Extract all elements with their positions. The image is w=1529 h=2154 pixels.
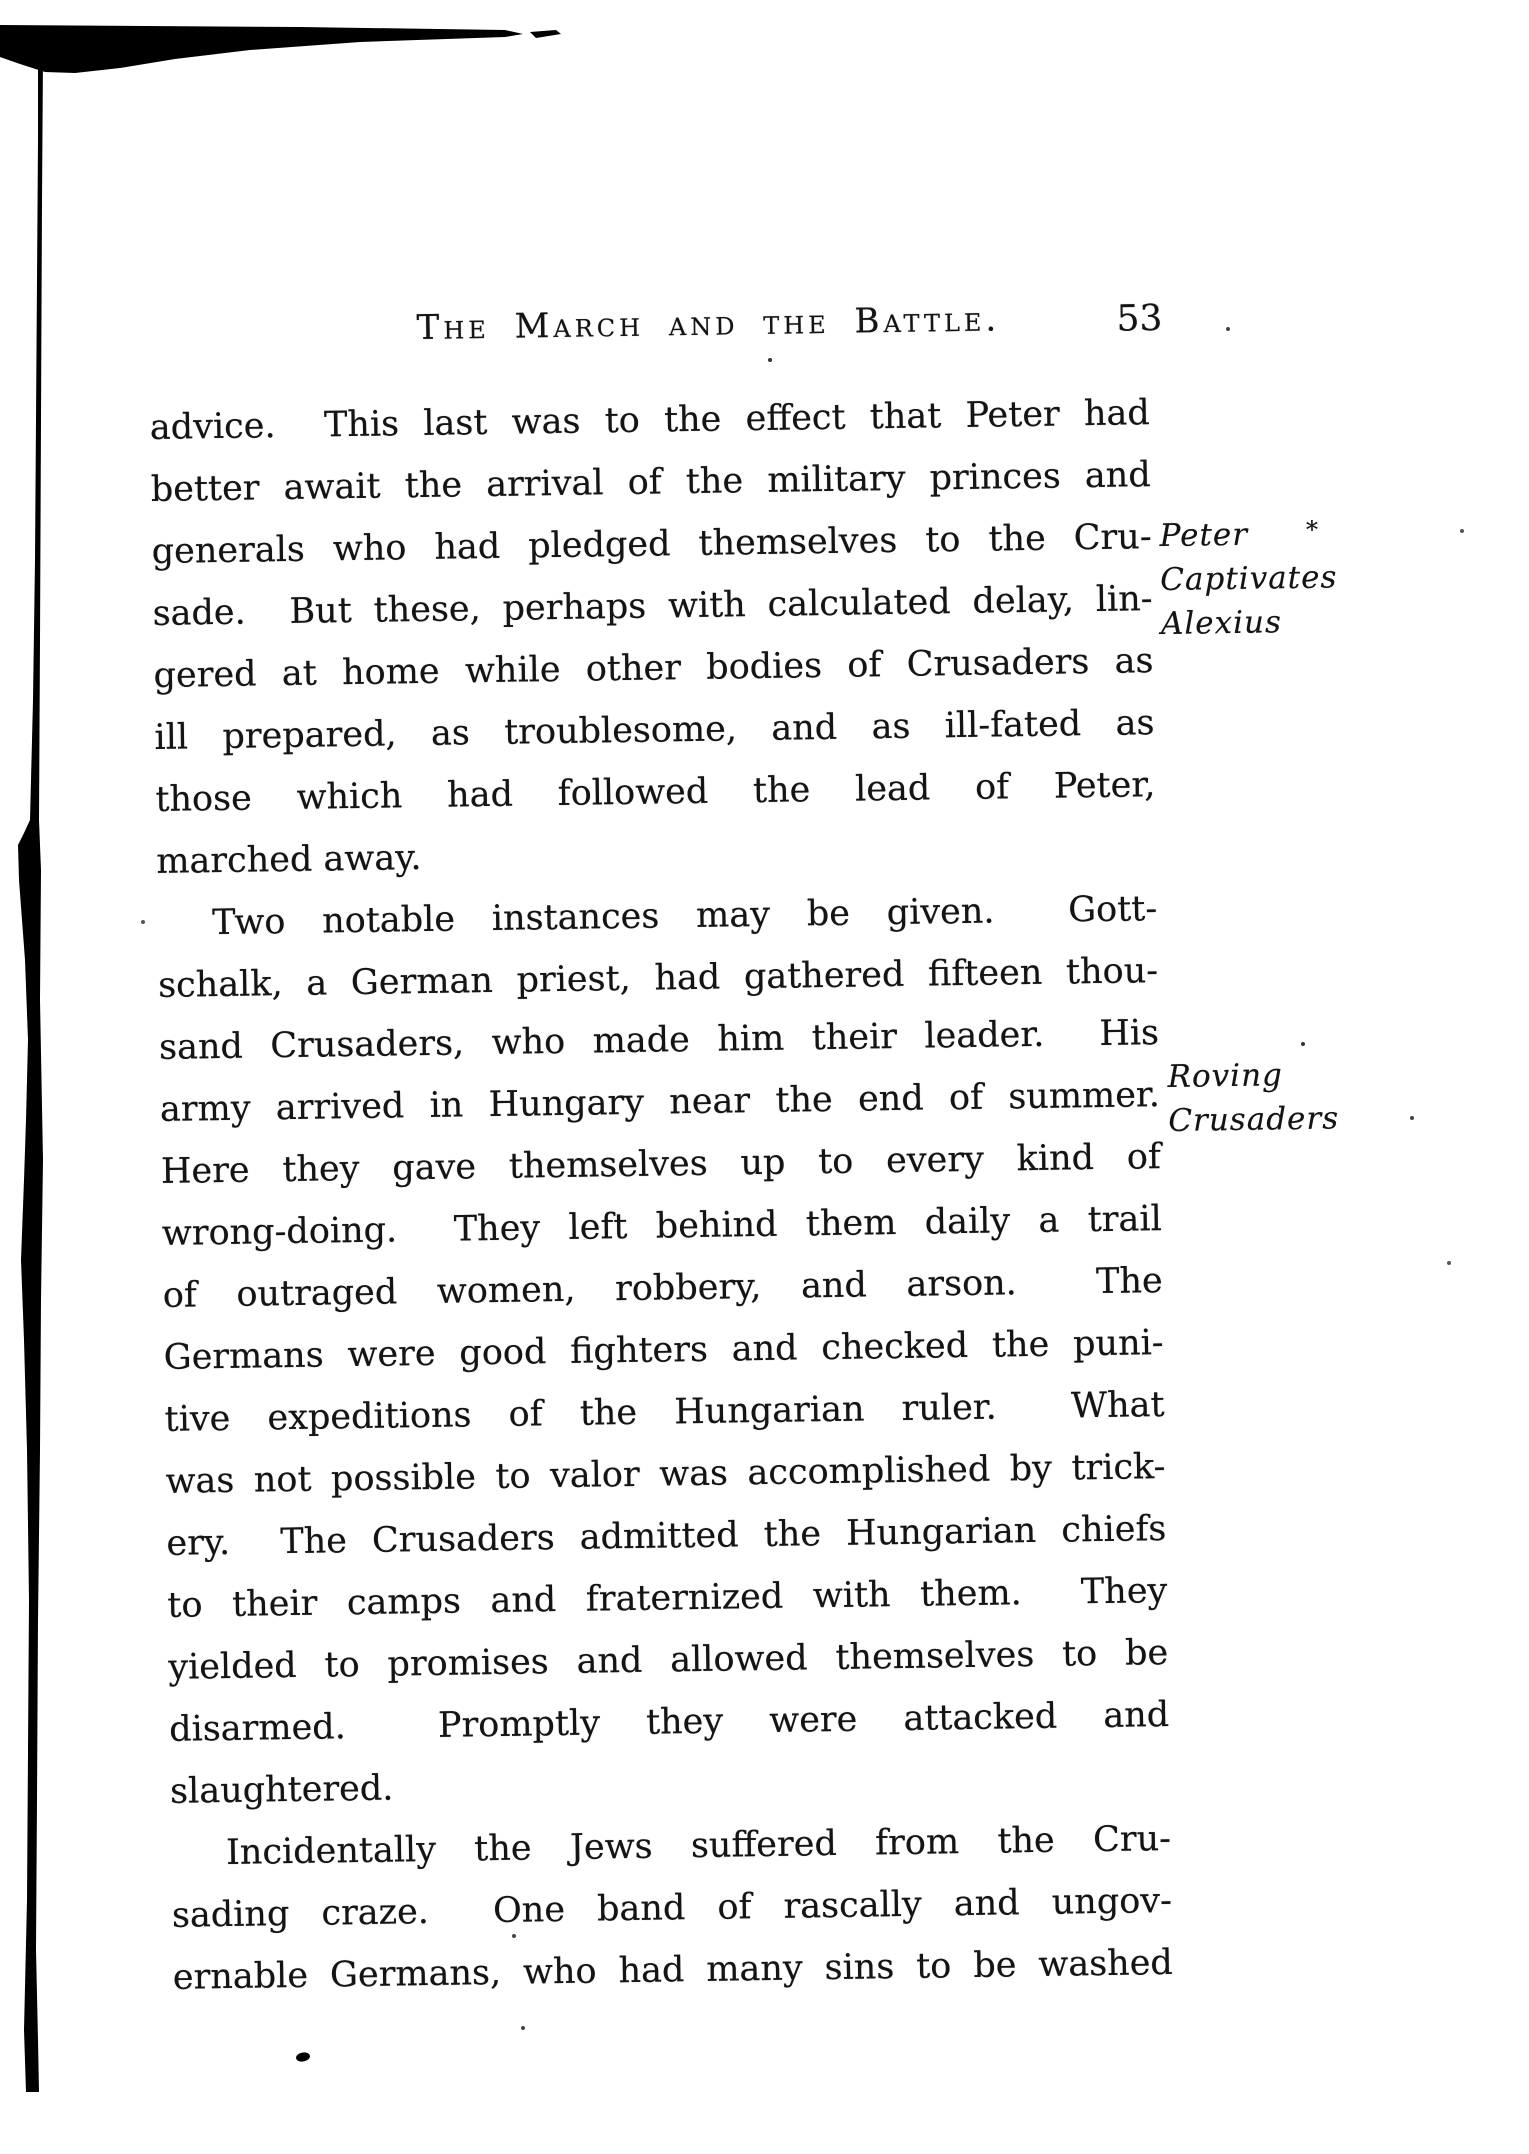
text-line: Two notable instances may be given. Gott- (211, 889, 1158, 944)
speck (1226, 327, 1230, 331)
margin-note-line: Peter * (1159, 505, 1490, 558)
margin-note-line: Crusaders (1168, 1100, 1340, 1139)
text-line: tive expeditions of the Hungarian ruler. What (164, 1385, 1165, 1440)
margin-note-peter-captivates-alexius (1159, 505, 1491, 646)
text-line: Germans were good fighters and checked the puni- (163, 1323, 1164, 1378)
margin-note-line: Captivates (1159, 559, 1338, 599)
margin-note-line: Roving (1167, 1057, 1284, 1095)
text-line: advice. This last was to the effect that Peter had (149, 393, 1151, 448)
text-line: schalk, a German priest, had gathered fifteen thou- (157, 951, 1159, 1006)
text-line: ery. The Crusaders admitted the Hungarian chiefs (166, 1509, 1167, 1564)
text-line: wrong-doing. They left behind them daily a trail (161, 1199, 1163, 1254)
speck (141, 920, 145, 924)
margin-note-line: Alexius (1160, 604, 1283, 643)
body-text (149, 382, 1173, 2009)
text-line: better await the arrival of the military princes and (150, 455, 1152, 510)
margin-note-roving-crusaders (1167, 1050, 1498, 1143)
speck (1447, 1261, 1451, 1265)
text-line: gered at home while other bodies of Crusaders as (153, 641, 1154, 696)
text-line: marched away. (156, 838, 422, 882)
text-line: Here they gave themselves up to every kind of (160, 1137, 1162, 1192)
text-line: army arrived in Hungary near the end of summer. (159, 1075, 1161, 1130)
text-line: of outraged women, robbery, and arson. The (162, 1261, 1163, 1316)
scan-spine-shadow-line (18, 56, 43, 2092)
scan-edge-top-wedge (0, 25, 523, 73)
text-line: disarmed. Promptly they were attacked and (168, 1695, 1170, 1750)
text-line: sand Crusaders, who made him their leader. His (158, 1013, 1160, 1068)
speck (1301, 1042, 1305, 1046)
text-line: generals who had pledged themselves to the Cru- (151, 517, 1152, 572)
text-line: Incidentally the Jews suffered from the Cru- (225, 1818, 1172, 1874)
text-line: ernable Germans, who had many sins to be washed (172, 1942, 1174, 1998)
text-line: sade. But these, perhaps with calculated delay, lin- (152, 579, 1153, 634)
text-line: ill prepared, as troublesome, and as ill-fated as (154, 703, 1155, 758)
text-line: was not possible to valor was accomplished by trick- (165, 1447, 1166, 1502)
running-title: The March and the Battle. (416, 299, 1001, 349)
text-line: slaughtered. (169, 1768, 394, 1812)
text-line: yielded to promises and allowed themselves to be (167, 1633, 1169, 1688)
speck (521, 2026, 525, 2030)
page-content (148, 285, 1340, 2009)
page-header (148, 295, 1163, 356)
star-icon: * (1305, 515, 1320, 544)
ink-dot (295, 2051, 310, 2062)
text-line: to their camps and fraternized with them. They (167, 1571, 1168, 1626)
page-number: 53 (1116, 297, 1163, 340)
text-line: sading craze. One band of rascally and ungov- (171, 1880, 1173, 1936)
scan-edge-top-dash (530, 30, 561, 38)
text-line: those which had followed the lead of Peter, (155, 765, 1156, 820)
